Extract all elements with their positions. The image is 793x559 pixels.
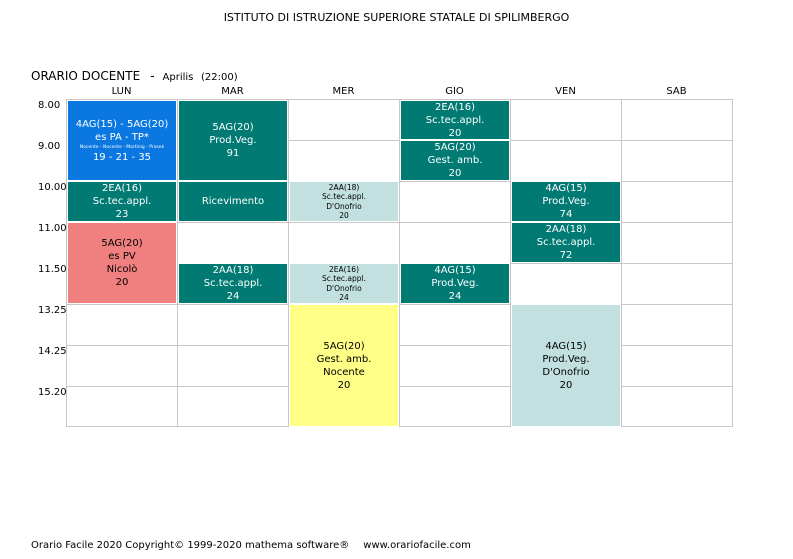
lesson-room: 24 bbox=[226, 291, 240, 302]
lesson-subject: Prod.Veg. bbox=[542, 353, 590, 365]
lesson-room: 91 bbox=[226, 148, 240, 159]
lesson-class: 4AG(15) bbox=[434, 265, 476, 276]
lesson-class: 5AG(20) bbox=[101, 238, 143, 249]
schedule-label: ORARIO DOCENTE bbox=[31, 69, 141, 83]
lesson-teacher: Nicolò bbox=[106, 264, 138, 275]
lesson-room: 24 bbox=[339, 293, 349, 302]
lesson-subject: Sc.tec.appl. bbox=[322, 274, 366, 283]
generated-time: (22:00) bbox=[201, 72, 238, 83]
grid-line bbox=[66, 386, 733, 387]
schedule-header bbox=[31, 69, 238, 83]
day-header-mar: MAR bbox=[221, 86, 244, 97]
lesson-teachers: Nocente - Nocente - Martinig - Prasek bbox=[79, 144, 165, 150]
grid-line bbox=[66, 304, 733, 305]
lesson-room: 20 bbox=[448, 168, 462, 179]
time-label-4: 11.00 bbox=[38, 223, 67, 234]
lesson-title: Ricevimento bbox=[201, 196, 265, 207]
lesson-subject: es PA - TP* bbox=[95, 131, 149, 143]
time-label-6: 13.25 bbox=[38, 305, 67, 316]
lesson-cell-ven-4[interactable] bbox=[511, 222, 621, 263]
lesson-subject: Prod.Veg. bbox=[431, 278, 479, 289]
lesson-subject: Sc.tec.appl. bbox=[425, 114, 485, 126]
lesson-teacher: D'Onofrio bbox=[326, 201, 362, 211]
lesson-room: 20 bbox=[115, 277, 129, 288]
lesson-cell-mar-3[interactable] bbox=[178, 181, 288, 222]
lesson-subject: Sc.tec.appl. bbox=[536, 237, 596, 248]
lesson-room: 72 bbox=[559, 250, 573, 261]
lesson-cell-mar-1[interactable] bbox=[178, 100, 288, 181]
lesson-cell-mer-6[interactable] bbox=[289, 304, 399, 427]
lesson-class: 2AA(18) bbox=[212, 265, 254, 276]
teacher-name: Aprilis bbox=[162, 72, 194, 83]
lesson-class: 2EA(16) bbox=[101, 183, 143, 194]
lesson-cell-gio-2[interactable] bbox=[400, 140, 510, 181]
lesson-cell-ven-3[interactable] bbox=[511, 181, 621, 222]
time-label-8: 15.20 bbox=[38, 387, 67, 398]
lesson-class: 5AG(20) bbox=[323, 340, 365, 352]
copyright-text: Orario Facile 2020 Copyright© 1999-2020 mathema software® bbox=[31, 540, 350, 551]
header-separator: - bbox=[150, 69, 155, 83]
lesson-class: 4AG(15) bbox=[545, 183, 587, 194]
lesson-class: 4AG(15) bbox=[545, 340, 587, 352]
lesson-subject: Prod.Veg. bbox=[209, 135, 257, 146]
lesson-subject: Gest. amb. bbox=[427, 155, 483, 166]
lesson-class: 2EA(16) bbox=[328, 264, 360, 274]
school-title: ISTITUTO DI ISTRUZIONE SUPERIORE STATALE DI SPILIMBERGO bbox=[223, 11, 570, 24]
lesson-subject: Sc.tec.appl. bbox=[322, 192, 366, 201]
lesson-class: 2AA(18) bbox=[545, 224, 587, 235]
lesson-subject: Prod.Veg. bbox=[542, 196, 590, 207]
lesson-subject: Sc.tec.appl. bbox=[92, 196, 152, 207]
lesson-class: 5AG(20) bbox=[212, 122, 254, 133]
time-label-2: 9.00 bbox=[38, 141, 61, 152]
lesson-cell-mer-3[interactable] bbox=[289, 181, 399, 222]
lesson-room: 23 bbox=[115, 209, 129, 220]
lesson-room: 20 bbox=[337, 379, 351, 391]
day-header-lun: LUN bbox=[111, 86, 132, 97]
lesson-room: 74 bbox=[559, 209, 573, 220]
lesson-cell-lun-3[interactable] bbox=[67, 181, 177, 222]
footer bbox=[31, 540, 471, 551]
website-link[interactable]: www.orariofacile.com bbox=[363, 540, 471, 551]
lesson-class: 2EA(16) bbox=[434, 101, 476, 113]
lesson-teacher: Nocente bbox=[323, 366, 365, 378]
lesson-room: 19 - 21 - 35 bbox=[92, 151, 152, 163]
lesson-cell-ven-6[interactable] bbox=[511, 304, 621, 427]
lesson-room: 20 bbox=[339, 211, 349, 220]
day-header-sab: SAB bbox=[666, 86, 687, 97]
lesson-class: 2AA(18) bbox=[328, 182, 360, 192]
grid-line bbox=[66, 345, 733, 346]
lesson-room: 20 bbox=[559, 379, 573, 391]
lesson-room: 20 bbox=[448, 127, 462, 139]
time-label-7: 14.25 bbox=[38, 346, 67, 357]
time-label-5: 11.50 bbox=[38, 264, 67, 275]
time-label-1: 8.00 bbox=[38, 100, 61, 111]
lesson-subject: es PV bbox=[108, 251, 136, 262]
day-header-gio: GIO bbox=[445, 86, 464, 97]
day-header-ven: VEN bbox=[555, 86, 576, 97]
lesson-cell-gio-1[interactable] bbox=[400, 100, 510, 140]
lesson-cell-lun-1[interactable] bbox=[67, 100, 177, 181]
lesson-subject: Sc.tec.appl. bbox=[203, 278, 263, 289]
lesson-teacher: D'Onofrio bbox=[542, 366, 590, 378]
lesson-cell-lun-4[interactable] bbox=[67, 222, 177, 304]
lesson-class: 5AG(20) bbox=[434, 142, 476, 153]
lesson-cell-mer-5[interactable] bbox=[289, 263, 399, 304]
lesson-room: 24 bbox=[448, 291, 462, 302]
day-header-mer: MER bbox=[332, 86, 355, 97]
time-label-3: 10.00 bbox=[38, 182, 67, 193]
lesson-teacher: D'Onofrio bbox=[326, 283, 362, 293]
lesson-subject: Gest. amb. bbox=[316, 353, 372, 365]
lesson-class: 4AG(15) - 5AG(20) bbox=[75, 118, 169, 130]
lesson-cell-gio-5[interactable] bbox=[400, 263, 510, 304]
lesson-cell-mar-5[interactable] bbox=[178, 263, 288, 304]
